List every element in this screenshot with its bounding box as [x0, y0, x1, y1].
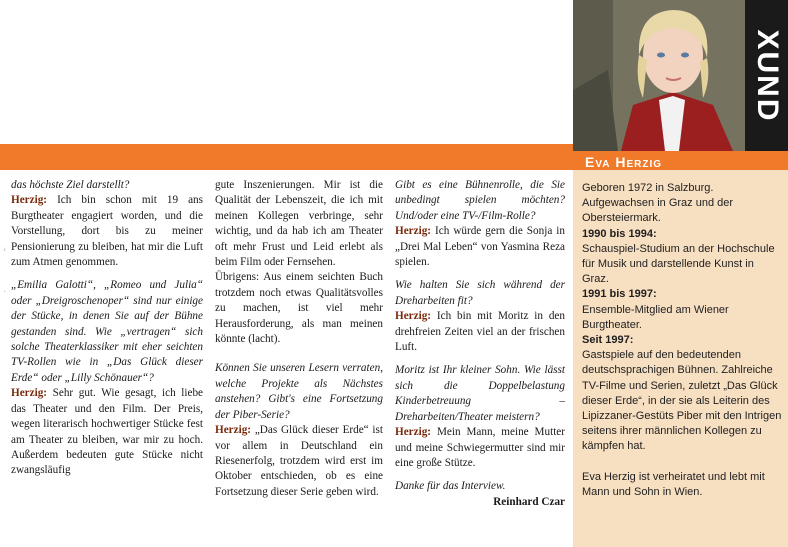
question: Moritz ist Ihr kleiner Sohn. Wie lässt sich die Doppelbelastung Kinderbetreuung – Dreharbeiten/Theater meistern?: [395, 364, 565, 423]
answer-lead: Herzig:: [11, 387, 48, 400]
answer-lead: Herzig:: [395, 225, 432, 238]
answer-lead: Herzig:: [395, 426, 432, 439]
bio-entry: Gastspiele auf den bedeutenden deutschsprachigen Bühnen. Zahlreiche TV-Filme und Serien, zuletzt „Das Glück dieser Erde“, in der sie als Leiterin des Lipizzaner-Gestüts Piber mit den Intrigen seitens ihrer männlichen Kollegen zu kämpfen hat.: [582, 349, 782, 453]
portrait-photo: [573, 0, 745, 151]
closing-line: Danke für das Interview.: [395, 480, 506, 493]
question: Wie halten Sie sich während der Dreharbeiten fit?: [395, 279, 565, 307]
article-column-3: [395, 178, 565, 510]
author-signature: Reinhard Czar: [493, 495, 565, 508]
answer-text: Ich würde gern die Sonja in „Drei Mal Leben“ von Yasmina Reza spielen.: [395, 225, 565, 269]
answer-lead: Herzig:: [395, 310, 432, 323]
bio-heading: 1990 bis 1994:: [582, 227, 657, 240]
answer-lead: Herzig:: [215, 424, 252, 437]
bio-outro: Eva Herzig ist verheiratet und lebt mit Mann und Sohn in Wien.: [582, 470, 765, 498]
answer-lead: Herzig:: [11, 194, 48, 207]
bio-entry: Schauspiel-Studium an der Hochschule für Musik und darstellende Kunst in Graz.: [582, 242, 775, 286]
margin-mark: ·: [3, 287, 7, 298]
question: das höchste Ziel darstellt?: [11, 179, 130, 191]
bio-text: [582, 181, 782, 500]
answer-text: Sehr gut. Wie gesagt, ich liebe das Theater und den Film. Der Preis, wegen literarisch hochwertiger Stücke fest am Theater zu bleiben, war mir zu hoch. Außerdem bedeuten gute Stücke nicht zwangsläufig: [11, 387, 204, 477]
margin-mark: ‹: [3, 244, 7, 255]
article-column-2: [215, 178, 383, 508]
answer-text: gute Inszenierungen. Mir ist die Qualität der Lebenszeit, die ich mit meinen Kollegen verbringe, sehr wichtig, und da hab ich am Theater oft mehr Frust und Leid erlebt als beim Film oder Fernsehen.: [215, 179, 383, 269]
bio-intro: Geboren 1972 in Salzburg. Aufgewachsen in Graz und der Obersteiermark.: [582, 182, 734, 225]
answer-text: Mein Mann, meine Mutter und meine Schwiegermutter sind mir eine große Stütze.: [395, 426, 566, 469]
bio-entry: Ensemble-Mitglied am Wiener Burgtheater.: [582, 303, 729, 331]
answer-text: „Das Glück dieser Erde“ ist vor allem in Deutschland ein Riesenerfolg, trotzdem wird erst im Oktober entschieden, ob es eine Fortsetzung dieser Serie geben wird.: [215, 424, 383, 498]
profile-name: Eva Herzig: [585, 154, 663, 170]
answer-text: Übrigens: Aus einem seichten Buch trotzdem noch etwas Qualitätsvolles zu machen, ist viel mehr Herausforderung, als man meinen könnte (lacht).: [215, 271, 383, 346]
answer-text: Ich bin schon mit 19 ans Burgtheater engagiert worden, und die Vorstellung, dort bis zu meiner Pensionierung zu bleiben, hat mir die Luft zum Atmen genommen.: [11, 194, 203, 269]
question: Können Sie unseren Lesern verraten, welche Projekte als Nächstes anstehen? Gibt's eine Fortsetzung der Piber-Serie?: [215, 362, 383, 421]
article-column-1: [11, 178, 203, 487]
question: „Emilia Galotti“, „Romeo und Julia“ oder „Dreigroschenoper“ sind nur einige der Stücke, in denen Sie auf der Bühne gestanden sind. Wie „vertragen“ sich solche Theaterklassiker mit eher seichten TV-Rollen wie in „Das Glück dieser Erde“ oder „Lilly Schönauer“?: [11, 279, 203, 384]
bio-heading: 1991 bis 1997:: [582, 288, 657, 301]
answer-text: Ich bin mit Moritz in den drehfreien Zeiten viel an der frischen Luft.: [395, 310, 565, 354]
bio-heading: Seit 1997:: [582, 334, 634, 347]
question: Gibt es eine Bühnenrolle, die Sie unbedingt spielen möchten? Und/oder eine TV-/Film-Rolle?: [395, 179, 565, 222]
orange-band: [0, 144, 573, 170]
section-label: XUND: [745, 0, 788, 151]
